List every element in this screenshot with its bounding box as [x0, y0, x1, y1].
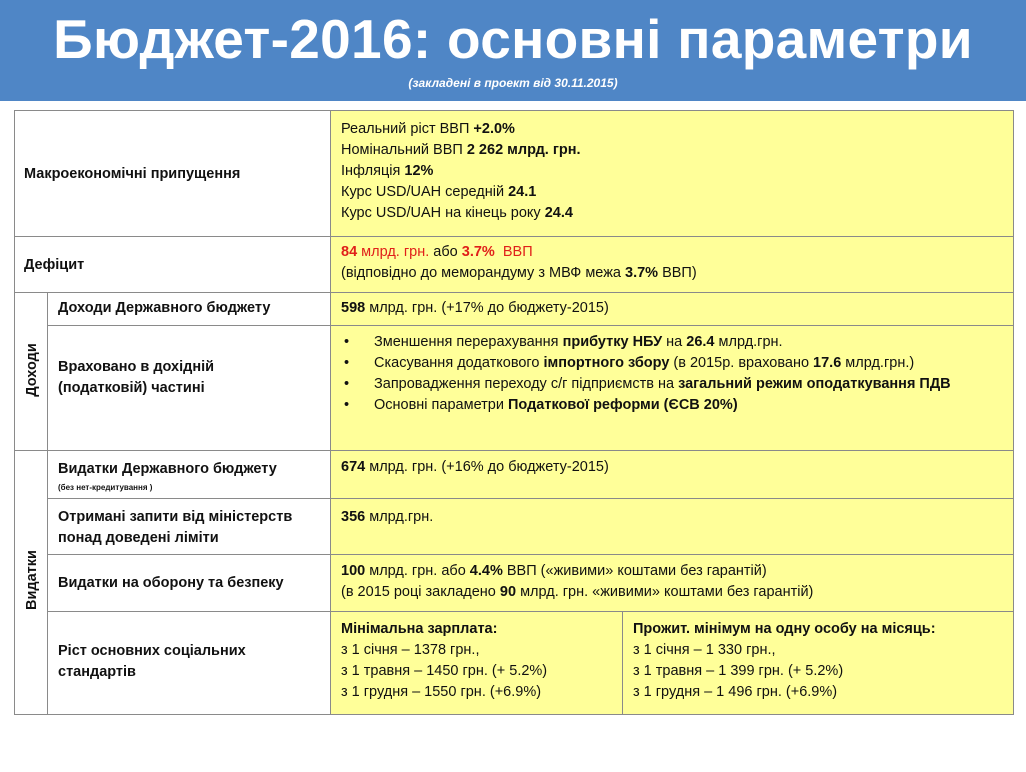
deficit-line-2: (відповідно до меморандуму з МВФ межа 3.7% ВВП) — [341, 265, 697, 281]
min-wage-title: Мінімальна зарплата: — [341, 621, 498, 637]
min-wage-line: з 1 травня – 1450 грн. (+ 5.2%) — [341, 663, 548, 679]
expenses-label: Видатки Державного бюджету (без нет-кредитування ) — [48, 459, 330, 494]
subsistence-line: з 1 травня – 1 399 грн. (+ 5.2%) — [633, 663, 844, 679]
group-label-vydatky: Видатки — [24, 550, 40, 610]
list-item: • Запровадження переходу с/г підприємств на загальний режим оподаткування ПДВ — [341, 374, 1003, 395]
defense-label: Видатки на оборону та безпеку — [58, 575, 284, 591]
group-column-divider — [47, 292, 48, 715]
table-border-left — [14, 110, 15, 715]
macro-label: Макроекономічні припущення — [24, 166, 241, 182]
list-item: • Скасування додаткового імпортного збору (в 2015р. враховано 17.6 млрд.грн.) — [341, 353, 1003, 374]
row-divider — [47, 554, 1013, 555]
macro-line: Курс USD/UAH на кінець року 24.4 — [341, 205, 573, 221]
table-border-right — [1013, 110, 1014, 715]
revenue-label: Доходи Державного бюджету — [58, 300, 271, 316]
deficit-label: Дефіцит — [24, 257, 85, 273]
table-border-bottom — [14, 714, 1013, 715]
min-wage-values — [331, 612, 622, 714]
defense-values — [331, 555, 1013, 611]
list-item: • Зменшення перерахування прибутку НБУ на 26.4 млрд.грн. — [341, 332, 1003, 353]
requests-values: 356 млрд.грн. — [331, 499, 1013, 554]
group-label-dokhody: Доходи — [24, 343, 40, 397]
macro-line: Реальний ріст ВВП +2.0% — [341, 121, 515, 137]
deficit-line-1: 84 млрд. грн. або 3.7% ВВП — [341, 244, 533, 260]
subsistence-line: з 1 грудня – 1 496 грн. (+6.9%) — [633, 684, 838, 700]
subsistence-values — [623, 612, 1013, 714]
row-divider — [14, 450, 1013, 451]
macro-line: Інфляція 12% — [341, 163, 434, 179]
requests-label: Отримані запити від міністерств понад доведені ліміти — [58, 509, 293, 546]
table-border-top — [14, 110, 1013, 111]
list-item: • Основні параметри Податкової реформи (ЄСВ 20%) — [341, 395, 1003, 416]
row-divider — [14, 292, 1013, 293]
defense-line-1: 100 млрд. грн. або 4.4% ВВП («живими» коштами без гарантій) — [341, 563, 767, 579]
social-column-divider — [622, 611, 623, 715]
expenses-values: 674 млрд. грн. (+16% до бюджету-2015) — [331, 451, 1013, 498]
social-label: Ріст основних соціальних стандартів — [58, 643, 246, 680]
page-title: Бюджет-2016: основні параметри — [53, 8, 973, 70]
row-divider — [47, 325, 1013, 326]
row-divider — [47, 611, 1013, 612]
label-column-divider — [330, 110, 331, 715]
min-wage-line: з 1 січня – 1378 грн., — [341, 642, 480, 658]
revenue-values: 598 млрд. грн. (+17% до бюджету-2015) — [331, 293, 1013, 325]
min-wage-line: з 1 грудня – 1550 грн. (+6.9%) — [341, 684, 542, 700]
subsistence-line: з 1 січня – 1 330 грн., — [633, 642, 776, 658]
expenses-note: (без нет-кредитування ) — [58, 483, 153, 492]
title-banner — [0, 0, 1026, 101]
defense-line-2: (в 2015 році закладено 90 млрд. грн. «живими» коштами без гарантій) — [341, 584, 814, 600]
row-divider — [47, 498, 1013, 499]
considered-values — [331, 326, 1013, 450]
macro-values — [331, 111, 1013, 236]
macro-line: Курс USD/UAH середній 24.1 — [341, 184, 537, 200]
subsistence-title: Прожит. мінімум на одну особу на місяць: — [633, 621, 936, 637]
considered-label: Враховано в дохідній (податковій) частині — [58, 359, 215, 396]
deficit-values — [331, 237, 1013, 292]
page-subtitle: (закладені в проект від 30.11.2015) — [408, 76, 618, 90]
row-divider — [14, 236, 1013, 237]
macro-line: Номінальний ВВП 2 262 млрд. грн. — [341, 142, 581, 158]
